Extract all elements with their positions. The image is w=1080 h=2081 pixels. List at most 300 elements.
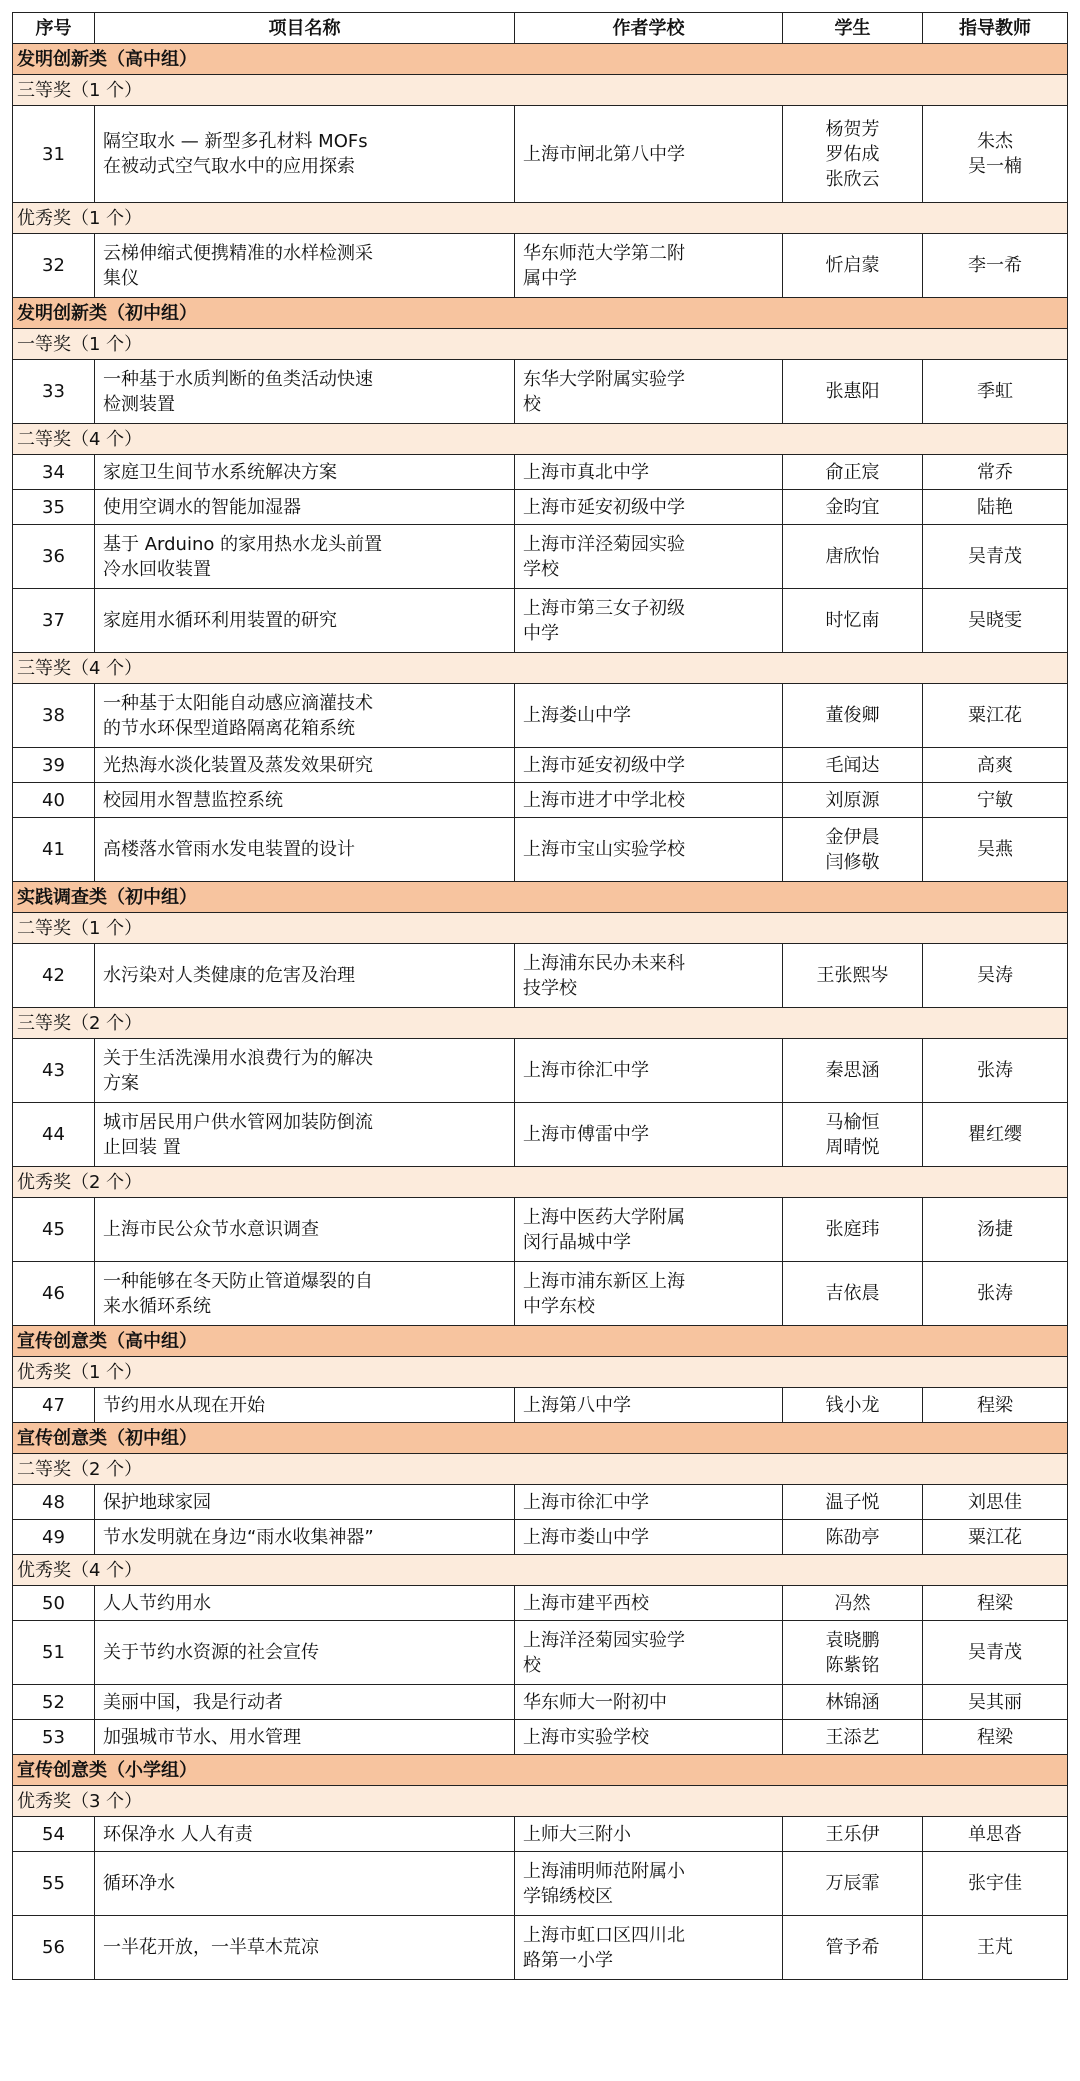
award-level-label: 二等奖（1 个）: [13, 913, 1068, 944]
table-row: [13, 1039, 1068, 1103]
category-label: 宣传创意类（初中组）: [13, 1423, 1068, 1454]
cell-teachers: [923, 684, 1068, 748]
cell-project: [95, 1262, 515, 1326]
award-level-row: [13, 424, 1068, 455]
cell-school-text: 上海中医药大学附属 闵行晶城中学: [523, 1206, 685, 1253]
cell-school-text: 上海市实验学校: [523, 1726, 649, 1748]
cell-teachers: [923, 455, 1068, 490]
cell-teachers: [923, 106, 1068, 203]
cell-teachers: [923, 818, 1068, 882]
cell-students-text: 时忆南: [825, 610, 880, 631]
cell-project-text: 云梯伸缩式便携精准的水样检测采 集仪: [103, 242, 373, 289]
cell-school: [515, 684, 783, 748]
table-row: [13, 1685, 1068, 1720]
award-level-row: [13, 653, 1068, 684]
cell-students-text: 王乐伊: [825, 1823, 880, 1845]
cell-no-text: 32: [42, 255, 65, 276]
cell-school-text: 上海浦明师范附属小 学锦绣校区: [523, 1860, 685, 1907]
cell-school-text: 上海市宝山实验学校: [523, 839, 685, 860]
cell-students: [783, 684, 923, 748]
cell-students-text: 温子悦: [825, 1491, 880, 1513]
cell-school: [515, 748, 783, 783]
cell-school: [515, 1262, 783, 1326]
award-level-label: 优秀奖（2 个）: [13, 1167, 1068, 1198]
category-row: [13, 1423, 1068, 1454]
award-level-label: 三等奖（1 个）: [13, 75, 1068, 106]
cell-students-text: 张惠阳: [825, 381, 880, 402]
cell-teachers: [923, 589, 1068, 653]
table-row: [13, 1586, 1068, 1621]
category-row: [13, 882, 1068, 913]
cell-project-text: 一种基于水质判断的鱼类活动快速 检测装置: [103, 368, 373, 415]
cell-project: [95, 234, 515, 298]
cell-project-text: 美丽中国，我是行动者: [103, 1691, 283, 1713]
cell-project-text: 一半花开放，一半草木荒凉: [103, 1937, 319, 1958]
cell-students-text: 王张熙岑: [816, 965, 889, 986]
cell-school-text: 上海市浦东新区上海 中学东校: [523, 1270, 685, 1317]
cell-students: [783, 455, 923, 490]
cell-school: [515, 525, 783, 589]
cell-project-text: 环保净水 人人有责: [103, 1823, 253, 1845]
table-row: [13, 525, 1068, 589]
cell-no: [13, 1852, 95, 1916]
cell-no-text: 48: [42, 1491, 65, 1513]
category-label: 宣传创意类（高中组）: [13, 1326, 1068, 1357]
award-level-label: 一等奖（1 个）: [13, 329, 1068, 360]
award-level-label: 三等奖（4 个）: [13, 653, 1068, 684]
cell-school-text: 上师大三附小: [523, 1823, 631, 1845]
cell-no: [13, 1621, 95, 1685]
table-row: [13, 1262, 1068, 1326]
cell-students: [783, 1916, 923, 1980]
award-level-row: [13, 203, 1068, 234]
cell-students-text: 吉依晨: [825, 1283, 880, 1304]
cell-no: [13, 455, 95, 490]
cell-project-text: 人人节约用水: [103, 1592, 211, 1614]
cell-students-text: 忻启蒙: [825, 255, 880, 276]
cell-project-text: 关于节约水资源的社会宣传: [103, 1642, 319, 1663]
category-label: 发明创新类（初中组）: [13, 298, 1068, 329]
cell-teachers-text: 吴其丽: [968, 1691, 1022, 1713]
cell-teachers-text: 瞿红缨: [968, 1124, 1022, 1145]
awards-table-sheet: [12, 12, 1067, 1980]
cell-no-text: 51: [42, 1642, 65, 1663]
table-row: [13, 1852, 1068, 1916]
award-level-label: 优秀奖（3 个）: [13, 1786, 1068, 1817]
cell-teachers-text: 常乔: [977, 461, 1013, 483]
cell-school-text: 上海洋泾菊园实验学 校: [523, 1629, 685, 1676]
cell-teachers-text: 刘思佳: [968, 1491, 1022, 1513]
header-student: 学生: [783, 13, 923, 44]
cell-teachers: [923, 1720, 1068, 1755]
cell-school: [515, 589, 783, 653]
cell-teachers-text: 粟江花: [968, 1526, 1022, 1548]
cell-school: [515, 783, 783, 818]
cell-project-text: 加强城市节水、用水管理: [103, 1726, 301, 1748]
cell-school: [515, 455, 783, 490]
award-level-row: [13, 329, 1068, 360]
cell-project-text: 家庭卫生间节水系统解决方案: [103, 461, 337, 483]
table-row: [13, 818, 1068, 882]
cell-students-text: 袁晓鹏 陈紫铭: [825, 1629, 880, 1676]
cell-no: [13, 748, 95, 783]
cell-students: [783, 589, 923, 653]
cell-no: [13, 1720, 95, 1755]
cell-project: [95, 1485, 515, 1520]
award-level-row: [13, 1167, 1068, 1198]
cell-project-text: 保护地球家园: [103, 1491, 211, 1513]
cell-students-text: 唐欣怡: [825, 546, 880, 567]
cell-teachers: [923, 360, 1068, 424]
table-row: [13, 1485, 1068, 1520]
award-level-row: [13, 1454, 1068, 1485]
cell-no-text: 43: [42, 1060, 65, 1081]
cell-no-text: 33: [42, 381, 65, 402]
cell-no: [13, 589, 95, 653]
cell-students: [783, 360, 923, 424]
category-row: [13, 44, 1068, 75]
cell-teachers-text: 张涛: [977, 1283, 1013, 1304]
cell-students-text: 金昀宜: [825, 496, 880, 518]
cell-no: [13, 1262, 95, 1326]
cell-no-text: 54: [42, 1823, 65, 1845]
cell-project-text: 家庭用水循环利用装置的研究: [103, 610, 337, 631]
cell-no: [13, 1685, 95, 1720]
cell-teachers: [923, 1520, 1068, 1555]
cell-project: [95, 1621, 515, 1685]
cell-teachers-text: 吴涛: [977, 965, 1013, 986]
cell-students: [783, 1103, 923, 1167]
cell-school: [515, 818, 783, 882]
table-row: [13, 783, 1068, 818]
award-level-row: [13, 1357, 1068, 1388]
header-row: [13, 13, 1068, 44]
cell-students-text: 陈劭亭: [825, 1526, 880, 1548]
cell-students-text: 林锦涵: [825, 1691, 880, 1713]
cell-students-text: 张庭玮: [825, 1219, 880, 1240]
cell-students: [783, 1852, 923, 1916]
cell-no: [13, 1916, 95, 1980]
cell-no-text: 42: [42, 965, 65, 986]
cell-no: [13, 1388, 95, 1423]
cell-school: [515, 1520, 783, 1555]
cell-no-text: 53: [42, 1726, 65, 1748]
table-row: [13, 490, 1068, 525]
cell-school-text: 上海市娄山中学: [523, 1526, 649, 1548]
cell-teachers: [923, 1198, 1068, 1262]
cell-no-text: 39: [42, 754, 65, 776]
cell-no: [13, 360, 95, 424]
cell-project: [95, 1720, 515, 1755]
cell-students: [783, 748, 923, 783]
cell-teachers-text: 程梁: [977, 1592, 1013, 1614]
cell-students: [783, 1039, 923, 1103]
cell-project: [95, 818, 515, 882]
cell-students-text: 万辰霏: [825, 1873, 880, 1894]
cell-students-text: 马榆恒 周晴悦: [825, 1111, 880, 1158]
cell-no: [13, 1485, 95, 1520]
cell-project: [95, 1817, 515, 1852]
cell-students: [783, 234, 923, 298]
cell-project: [95, 748, 515, 783]
cell-teachers: [923, 1621, 1068, 1685]
cell-school: [515, 944, 783, 1008]
cell-school: [515, 1685, 783, 1720]
table-row: [13, 234, 1068, 298]
award-level-label: 优秀奖（1 个）: [13, 203, 1068, 234]
cell-project: [95, 684, 515, 748]
cell-teachers: [923, 1916, 1068, 1980]
cell-teachers-text: 高爽: [977, 754, 1013, 776]
cell-project-text: 使用空调水的智能加湿器: [103, 496, 301, 518]
cell-school: [515, 1039, 783, 1103]
cell-no: [13, 783, 95, 818]
table-body: [13, 44, 1068, 1980]
cell-teachers-text: 李一希: [968, 255, 1022, 276]
cell-school-text: 上海市徐汇中学: [523, 1060, 649, 1081]
cell-project: [95, 944, 515, 1008]
cell-project: [95, 455, 515, 490]
cell-teachers-text: 陆艳: [977, 496, 1013, 518]
cell-no-text: 50: [42, 1592, 65, 1614]
cell-students: [783, 1817, 923, 1852]
award-level-label: 优秀奖（4 个）: [13, 1555, 1068, 1586]
cell-students: [783, 1685, 923, 1720]
cell-project-text: 节约用水从现在开始: [103, 1394, 265, 1416]
cell-students: [783, 490, 923, 525]
cell-school-text: 上海市徐汇中学: [523, 1491, 649, 1513]
award-level-row: [13, 1786, 1068, 1817]
cell-teachers-text: 宁敏: [977, 789, 1013, 811]
cell-students: [783, 1485, 923, 1520]
cell-students: [783, 944, 923, 1008]
cell-no-text: 31: [42, 143, 65, 165]
cell-teachers: [923, 525, 1068, 589]
cell-teachers-text: 季虹: [977, 381, 1013, 402]
cell-teachers: [923, 783, 1068, 818]
cell-project: [95, 490, 515, 525]
cell-school-text: 上海市真北中学: [523, 461, 649, 483]
cell-teachers: [923, 1039, 1068, 1103]
cell-teachers-text: 汤捷: [977, 1219, 1013, 1240]
cell-no-text: 40: [42, 789, 65, 811]
cell-students-text: 毛闻达: [825, 754, 880, 776]
cell-teachers-text: 吴青茂: [968, 546, 1022, 567]
cell-school-text: 东华大学附属实验学 校: [523, 368, 685, 415]
cell-project-text: 城市居民用户供水管网加装防倒流 止回装 置: [103, 1111, 373, 1158]
cell-school: [515, 234, 783, 298]
cell-project: [95, 1685, 515, 1720]
cell-project-text: 一种能够在冬天防止管道爆裂的自 来水循环系统: [103, 1270, 373, 1317]
cell-no: [13, 525, 95, 589]
cell-project: [95, 1103, 515, 1167]
table-row: [13, 944, 1068, 1008]
cell-no: [13, 1817, 95, 1852]
cell-no: [13, 234, 95, 298]
header-teacher: 指导教师: [923, 13, 1068, 44]
cell-no-text: 41: [42, 839, 65, 860]
cell-no-text: 44: [42, 1124, 65, 1145]
awards-table: [12, 12, 1068, 1980]
table-row: [13, 1520, 1068, 1555]
cell-students: [783, 1520, 923, 1555]
cell-teachers: [923, 944, 1068, 1008]
award-level-label: 二等奖（2 个）: [13, 1454, 1068, 1485]
cell-no: [13, 818, 95, 882]
award-level-label: 三等奖（2 个）: [13, 1008, 1068, 1039]
cell-no: [13, 1039, 95, 1103]
cell-no: [13, 1103, 95, 1167]
cell-no: [13, 684, 95, 748]
cell-students: [783, 1198, 923, 1262]
cell-teachers-text: 王芃: [977, 1937, 1013, 1958]
header-no: 序号: [13, 13, 95, 44]
cell-school: [515, 1817, 783, 1852]
cell-school-text: 上海市虹口区四川北 路第一小学: [523, 1924, 685, 1971]
table-row: [13, 589, 1068, 653]
cell-school-text: 上海市傅雷中学: [523, 1124, 649, 1145]
cell-project-text: 高楼落水管雨水发电装置的设计: [103, 839, 355, 860]
cell-school-text: 上海第八中学: [523, 1394, 631, 1416]
cell-project-text: 节水发明就在身边“雨水收集神器”: [103, 1526, 374, 1548]
cell-school-text: 上海市建平西校: [523, 1592, 649, 1614]
cell-school: [515, 1198, 783, 1262]
table-row: [13, 455, 1068, 490]
cell-school-text: 上海市进才中学北校: [523, 789, 685, 811]
cell-no-text: 45: [42, 1219, 65, 1240]
cell-teachers-text: 程梁: [977, 1394, 1013, 1416]
cell-school: [515, 360, 783, 424]
cell-school: [515, 1852, 783, 1916]
cell-project: [95, 525, 515, 589]
cell-no-text: 52: [42, 1691, 65, 1713]
cell-school-text: 上海市第三女子初级 中学: [523, 597, 685, 644]
cell-teachers: [923, 748, 1068, 783]
table-row: [13, 1621, 1068, 1685]
cell-students-text: 秦思涵: [825, 1060, 880, 1081]
cell-teachers: [923, 1103, 1068, 1167]
cell-school: [515, 1485, 783, 1520]
table-row: [13, 1817, 1068, 1852]
cell-students: [783, 1262, 923, 1326]
cell-project: [95, 1198, 515, 1262]
table-row: [13, 684, 1068, 748]
cell-teachers: [923, 1485, 1068, 1520]
cell-students-text: 杨贺芳 罗佑成 张欣云: [825, 118, 880, 190]
cell-project-text: 一种基于太阳能自动感应滴灌技术 的节水环保型道路隔离花箱系统: [103, 692, 373, 739]
cell-students: [783, 1720, 923, 1755]
category-label: 发明创新类（高中组）: [13, 44, 1068, 75]
cell-project: [95, 1586, 515, 1621]
cell-no: [13, 106, 95, 203]
cell-project-text: 基于 Arduino 的家用热水龙头前置 冷水回收装置: [103, 533, 383, 580]
table-row: [13, 1916, 1068, 1980]
table-row: [13, 360, 1068, 424]
cell-project-text: 校园用水智慧监控系统: [103, 789, 283, 811]
cell-teachers-text: 吴青茂: [968, 1642, 1022, 1663]
table-row: [13, 106, 1068, 203]
header-project: 项目名称: [95, 13, 515, 44]
cell-teachers-text: 张宇佳: [968, 1873, 1022, 1894]
award-level-label: 二等奖（4 个）: [13, 424, 1068, 455]
award-level-label: 优秀奖（1 个）: [13, 1357, 1068, 1388]
cell-no-text: 46: [42, 1283, 65, 1304]
cell-students: [783, 783, 923, 818]
cell-school: [515, 1916, 783, 1980]
cell-school-text: 上海市延安初级中学: [523, 496, 685, 518]
cell-no-text: 38: [42, 705, 65, 726]
cell-no-text: 35: [42, 496, 65, 518]
cell-school: [515, 106, 783, 203]
cell-school: [515, 490, 783, 525]
cell-school-text: 上海市延安初级中学: [523, 754, 685, 776]
cell-school-text: 上海浦东民办未来科 技学校: [523, 952, 685, 999]
cell-school: [515, 1103, 783, 1167]
cell-no: [13, 944, 95, 1008]
award-level-row: [13, 1555, 1068, 1586]
cell-teachers-text: 张涛: [977, 1060, 1013, 1081]
cell-no: [13, 1520, 95, 1555]
cell-teachers: [923, 1852, 1068, 1916]
award-level-row: [13, 1008, 1068, 1039]
cell-project: [95, 1852, 515, 1916]
cell-project-text: 水污染对人类健康的危害及治理: [103, 965, 355, 986]
table-row: [13, 748, 1068, 783]
cell-teachers: [923, 1817, 1068, 1852]
cell-project-text: 循环净水: [103, 1873, 175, 1894]
award-level-row: [13, 75, 1068, 106]
header-school: 作者学校: [515, 13, 783, 44]
cell-students-text: 冯然: [834, 1592, 871, 1614]
cell-project: [95, 589, 515, 653]
award-level-row: [13, 913, 1068, 944]
cell-no-text: 49: [42, 1526, 65, 1548]
cell-students: [783, 818, 923, 882]
cell-project: [95, 360, 515, 424]
cell-teachers: [923, 1586, 1068, 1621]
cell-students: [783, 1388, 923, 1423]
cell-students-text: 王添艺: [825, 1726, 880, 1748]
cell-school-text: 上海娄山中学: [523, 705, 631, 726]
cell-teachers: [923, 234, 1068, 298]
cell-teachers-text: 粟江花: [968, 705, 1022, 726]
cell-school: [515, 1388, 783, 1423]
cell-project-text: 上海市民公众节水意识调查: [103, 1219, 319, 1240]
cell-project-text: 光热海水淡化装置及蒸发效果研究: [103, 754, 373, 776]
cell-school: [515, 1586, 783, 1621]
cell-project: [95, 1039, 515, 1103]
cell-project: [95, 106, 515, 203]
cell-teachers-text: 朱杰 吴一楠: [968, 131, 1022, 177]
cell-project: [95, 783, 515, 818]
cell-no-text: 37: [42, 610, 65, 631]
cell-students-text: 管予希: [825, 1937, 880, 1958]
cell-teachers-text: 吴燕: [977, 839, 1013, 860]
cell-project-text: 关于生活洗澡用水浪费行为的解决 方案: [103, 1047, 373, 1094]
cell-school: [515, 1621, 783, 1685]
table-row: [13, 1198, 1068, 1262]
cell-no: [13, 490, 95, 525]
table-row: [13, 1388, 1068, 1423]
cell-school-text: 华东师范大学第二附 属中学: [523, 242, 685, 289]
cell-no-text: 36: [42, 546, 65, 567]
cell-no-text: 34: [42, 461, 65, 483]
category-label: 实践调查类（初中组）: [13, 882, 1068, 913]
cell-project: [95, 1916, 515, 1980]
cell-students-text: 金伊晨 闫修敬: [825, 826, 880, 873]
cell-students-text: 董俊卿: [825, 705, 880, 726]
table-row: [13, 1720, 1068, 1755]
